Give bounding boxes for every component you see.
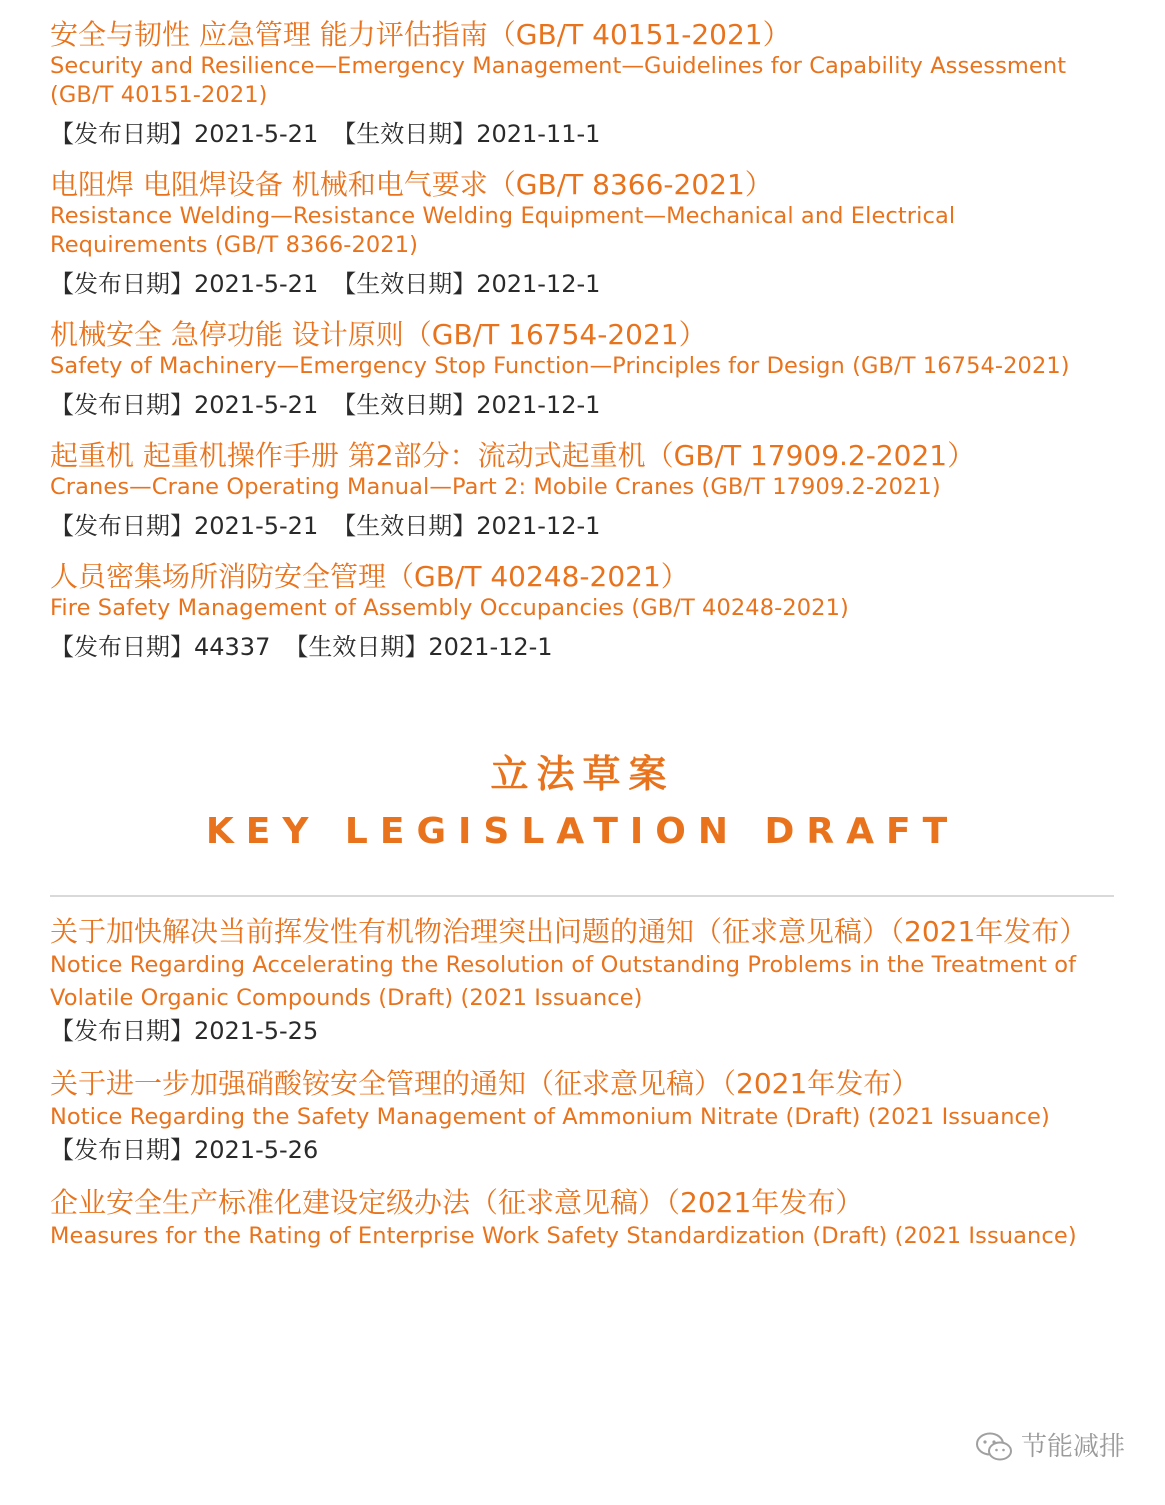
watermark — [975, 1430, 1125, 1464]
document-content — [50, 18, 1120, 1253]
draft-entry — [50, 1186, 1120, 1253]
draft-title-en: Notice Regarding Accelerating the Resolution of Outstanding Problems in the Treatment of Volatile Organic Compounds (Draft) (2021 Issuance) — [50, 952, 1077, 1011]
draft-dates — [50, 1015, 1120, 1047]
standard-entry — [50, 168, 1120, 300]
published-date: 2021-5-21 — [194, 512, 319, 540]
standard-entry — [50, 318, 1120, 421]
standard-dates — [50, 389, 1120, 421]
effective-date: 2021-11-1 — [476, 120, 601, 148]
draft-title-en: Measures for the Rating of Enterprise Work Safety Standardization (Draft) (2021 Issuance) — [50, 1223, 1077, 1249]
standard-title-en: Resistance Welding—Resistance Welding Equipment—Mechanical and Electrical Requirements (GB/T 8366-2021) — [50, 203, 956, 258]
standard-title-zh: 起重机 起重机操作手册 第2部分：流动式起重机（GB/T 17909.2-2021） — [50, 439, 976, 472]
section-title-en: KEY LEGISLATION DRAFT — [205, 811, 960, 852]
published-label: 【发布日期】 — [50, 120, 194, 148]
published-date: 2021-5-26 — [194, 1136, 319, 1164]
standard-entry — [50, 439, 1120, 542]
standard-title-zh: 电阻焊 电阻焊设备 机械和电气要求（GB/T 8366-2021） — [50, 168, 773, 201]
standard-entry — [50, 560, 1120, 663]
standard-title-en: Safety of Machinery—Emergency Stop Function—Principles for Design (GB/T 16754-2021) — [50, 353, 1070, 379]
standard-dates — [50, 268, 1120, 300]
standard-entry — [50, 18, 1120, 150]
standard-title-en: Fire Safety Management of Assembly Occupancies (GB/T 40248-2021) — [50, 595, 849, 621]
section-header — [0, 751, 1165, 855]
section-title-zh: 立法草案 — [490, 752, 675, 796]
published-label: 【发布日期】 — [50, 391, 194, 419]
standard-title-zh: 机械安全 急停功能 设计原则（GB/T 16754-2021） — [50, 318, 707, 351]
published-label: 【发布日期】 — [50, 1136, 194, 1164]
effective-label: 【生效日期】 — [284, 633, 429, 661]
effective-label: 【生效日期】 — [332, 270, 477, 298]
published-date: 2021-5-21 — [194, 120, 319, 148]
published-date: 2021-5-21 — [194, 391, 319, 419]
published-date: 2021-5-21 — [194, 270, 319, 298]
published-label: 【发布日期】 — [50, 512, 194, 540]
draft-title-zh: 关于进一步加强硝酸铵安全管理的通知（征求意见稿）（2021年发布） — [50, 1067, 920, 1100]
effective-date: 2021-12-1 — [476, 270, 601, 298]
wechat-icon — [975, 1431, 1013, 1463]
draft-title-zh: 关于加快解决当前挥发性有机物治理突出问题的通知（征求意见稿）（2021年发布） — [50, 915, 1088, 948]
standard-dates — [50, 118, 1120, 150]
published-label: 【发布日期】 — [50, 270, 194, 298]
standard-title-en: Security and Resilience—Emergency Management—Guidelines for Capability Assessment (GB/T 40151-2021) — [50, 53, 1067, 108]
standard-title-zh: 人员密集场所消防安全管理（GB/T 40248-2021） — [50, 560, 689, 593]
effective-date: 2021-12-1 — [428, 633, 553, 661]
published-label: 【发布日期】 — [50, 633, 194, 661]
draft-title-zh: 企业安全生产标准化建设定级办法（征求意见稿）（2021年发布） — [50, 1186, 864, 1219]
published-date: 44337 — [194, 633, 271, 661]
effective-label: 【生效日期】 — [332, 512, 477, 540]
draft-entry — [50, 1067, 1120, 1166]
standard-title-en: Cranes—Crane Operating Manual—Part 2: Mobile Cranes (GB/T 17909.2-2021) — [50, 474, 941, 500]
watermark-text: 节能减排 — [1020, 1432, 1125, 1462]
section-divider — [50, 895, 1114, 897]
standard-dates — [50, 510, 1120, 542]
effective-date: 2021-12-1 — [476, 512, 601, 540]
draft-dates — [50, 1134, 1120, 1166]
published-date: 2021-5-25 — [194, 1017, 319, 1045]
published-label: 【发布日期】 — [50, 1017, 194, 1045]
draft-entry — [50, 915, 1120, 1047]
standard-dates — [50, 631, 1120, 663]
effective-label: 【生效日期】 — [332, 120, 477, 148]
effective-label: 【生效日期】 — [332, 391, 477, 419]
standard-title-zh: 安全与韧性 应急管理 能力评估指南（GB/T 40151-2021） — [50, 18, 791, 51]
draft-title-en: Notice Regarding the Safety Management of Ammonium Nitrate (Draft) (2021 Issuance) — [50, 1104, 1050, 1130]
effective-date: 2021-12-1 — [476, 391, 601, 419]
